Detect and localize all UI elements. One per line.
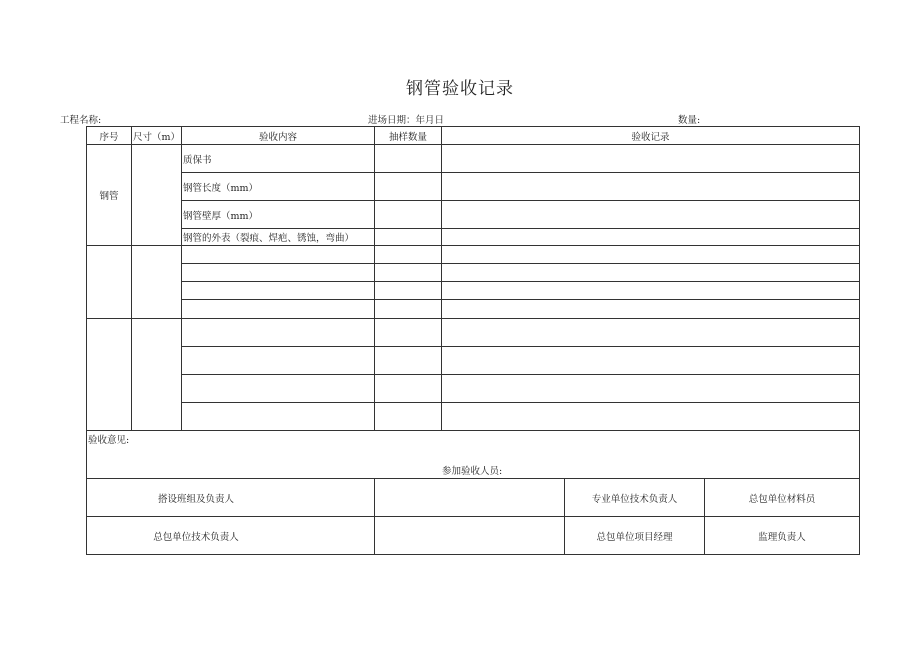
size-cell[interactable] xyxy=(132,319,182,431)
record-cell[interactable] xyxy=(442,201,860,229)
sig-label-supervisor: 监理负责人 xyxy=(705,517,860,555)
content-cell[interactable] xyxy=(182,375,375,403)
col-header-content: 验收内容 xyxy=(182,127,375,145)
signature-row xyxy=(87,479,860,517)
sig-label-tech-lead: 专业单位技术负责人 xyxy=(565,479,705,517)
content-cell[interactable] xyxy=(182,319,375,347)
sig-label-materials: 总包单位材料员 xyxy=(705,479,860,517)
seq-cell[interactable] xyxy=(87,246,132,319)
quantity-label: 数量: xyxy=(678,115,701,126)
table-row xyxy=(87,173,860,201)
record-cell[interactable] xyxy=(442,319,860,347)
col-header-size: 尺寸（m） xyxy=(132,127,182,145)
record-cell[interactable] xyxy=(442,300,860,319)
size-cell[interactable] xyxy=(132,246,182,319)
seq-cell[interactable] xyxy=(87,319,132,431)
col-header-record: 验收记录 xyxy=(442,127,860,145)
sig-label-team-leader: 搭设班组及负责人 xyxy=(87,479,375,517)
project-name-label: 工程名称: xyxy=(60,115,102,126)
participants-label: 参加验收人员: xyxy=(442,466,503,477)
record-cell[interactable] xyxy=(442,347,860,375)
item-pipe-length: 钢管长度（mm） xyxy=(182,173,375,201)
sample-cell[interactable] xyxy=(375,229,442,246)
sig-field-team-leader[interactable] xyxy=(375,479,565,517)
sample-cell[interactable] xyxy=(375,375,442,403)
sig-label-project-manager: 总包单位项目经理 xyxy=(565,517,705,555)
table-row xyxy=(87,145,860,173)
col-header-sample: 抽样数量 xyxy=(375,127,442,145)
item-wall-thickness: 钢管壁厚（mm） xyxy=(182,201,375,229)
record-cell[interactable] xyxy=(442,229,860,246)
content-cell[interactable] xyxy=(182,264,375,282)
signature-row xyxy=(87,517,860,555)
table-row xyxy=(87,375,860,403)
table-row xyxy=(87,347,860,375)
table-row xyxy=(87,264,860,282)
sample-cell[interactable] xyxy=(375,403,442,431)
table-row xyxy=(87,246,860,264)
table-row xyxy=(87,403,860,431)
opinion-row xyxy=(87,431,860,479)
page-title: 钢管验收记录 xyxy=(406,79,514,99)
record-cell[interactable] xyxy=(442,282,860,300)
record-cell[interactable] xyxy=(442,173,860,201)
table-header-row xyxy=(87,127,860,145)
record-cell[interactable] xyxy=(442,264,860,282)
group-label-steel-pipe: 钢管 xyxy=(87,145,132,246)
sample-cell[interactable] xyxy=(375,246,442,264)
size-cell[interactable] xyxy=(132,145,182,246)
inspection-table xyxy=(86,126,860,555)
entry-date-label: 进场日期：年月日 xyxy=(368,115,445,126)
sample-cell[interactable] xyxy=(375,300,442,319)
item-warranty: 质保书 xyxy=(182,145,375,173)
sample-cell[interactable] xyxy=(375,264,442,282)
content-cell[interactable] xyxy=(182,246,375,264)
opinion-cell[interactable] xyxy=(87,431,860,479)
record-cell[interactable] xyxy=(442,403,860,431)
sample-cell[interactable] xyxy=(375,319,442,347)
sig-field-gc-tech-lead[interactable] xyxy=(375,517,565,555)
content-cell[interactable] xyxy=(182,403,375,431)
opinion-label: 验收意见: xyxy=(88,435,130,446)
record-cell[interactable] xyxy=(442,375,860,403)
sample-cell[interactable] xyxy=(375,347,442,375)
sample-cell[interactable] xyxy=(375,173,442,201)
sig-label-gc-tech-lead: 总包单位技术负责人 xyxy=(87,517,375,555)
sample-cell[interactable] xyxy=(375,145,442,173)
sample-cell[interactable] xyxy=(375,201,442,229)
table-row xyxy=(87,201,860,229)
content-cell[interactable] xyxy=(182,300,375,319)
col-header-seq: 序号 xyxy=(87,127,132,145)
content-cell[interactable] xyxy=(182,282,375,300)
content-cell[interactable] xyxy=(182,347,375,375)
table-row xyxy=(87,300,860,319)
table-row xyxy=(87,319,860,347)
sample-cell[interactable] xyxy=(375,282,442,300)
record-cell[interactable] xyxy=(442,145,860,173)
table-row xyxy=(87,229,860,246)
record-cell[interactable] xyxy=(442,246,860,264)
table-row xyxy=(87,282,860,300)
item-surface: 钢管的外表（裂痕、焊疤、锈蚀，弯曲） xyxy=(182,229,375,246)
